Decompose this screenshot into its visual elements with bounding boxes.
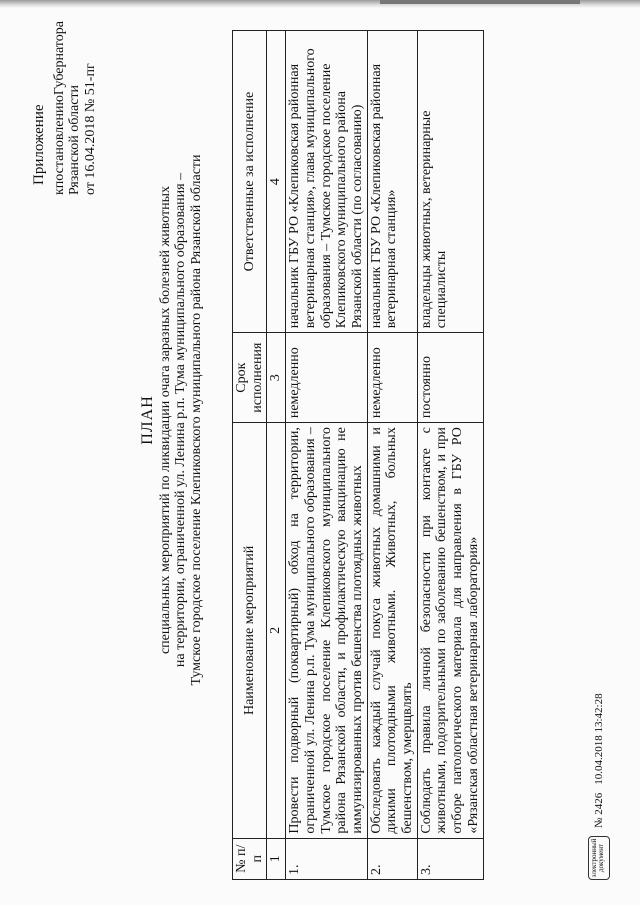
plan-title-line-1: специальных мероприятий по ликвидации очага заразных болезней животных: [157, 185, 173, 655]
document-datetime: 10.04.2018 13:42:28: [593, 693, 605, 785]
annex-block: [31, 21, 98, 195]
row-2-num: 2.: [367, 838, 417, 879]
plan-title: [140, 75, 204, 765]
row-3-term: постоянно: [417, 333, 483, 423]
annex-word-k: к: [51, 188, 67, 195]
row-1-num: 1.: [286, 838, 368, 879]
table-row: [286, 31, 368, 880]
row-2-responsible: начальник ГБУ РО «Клепиковская районная ветеринарная станция»: [367, 31, 417, 333]
col-number-1: 1: [267, 838, 286, 879]
plan-title-main: ПЛАН: [139, 395, 156, 445]
col-number-2: 2: [267, 423, 286, 838]
plan-table: [232, 30, 484, 880]
table-row: [367, 31, 417, 880]
row-1-name: Провести подворный (поквартирный) обход на территории, ограниченной ул. Ленина р.п. Тума муниципального образования – Тумское городское поселение Клепиковского муниципального района Рязанской области, и профилактическую вакцинацию не иммунизированных против бешенства плотоядных животных: [286, 423, 368, 838]
annex-line-2: Рязанской области: [67, 84, 82, 195]
row-2-term: немедленно: [367, 333, 417, 423]
header-responsible: Ответственные за исполнение: [233, 31, 267, 333]
row-3-responsible: владельцы животных, ветеринарные специалисты: [417, 31, 483, 333]
annex-heading: Приложение: [31, 104, 47, 185]
row-1-term: немедленно: [286, 333, 368, 423]
plan-title-line-2: на территории, ограниченной ул. Ленина р.п. Тума муниципального образования –: [173, 172, 188, 668]
header-num: № п/п: [233, 838, 267, 879]
row-3-num: 3.: [417, 838, 483, 879]
col-number-3: 3: [267, 333, 286, 423]
col-number-4: 4: [267, 31, 286, 333]
annex-word-governor: Губернатора: [51, 21, 67, 96]
annex-word-decree: постановлению: [51, 95, 67, 189]
table-column-numbers-row: [267, 31, 286, 880]
electronic-document-stamp: электронный документ: [588, 836, 610, 880]
row-2-name: Обследовать каждый случай покуса животных домашними и дикими плотоядными животными. Животных, больных бешенством, умерщвлять: [367, 423, 417, 838]
header-name: Наименование мероприятий: [233, 423, 267, 838]
annex-line-3: от 16.04.2018 № 51-пг: [82, 63, 98, 195]
document-number: № 2426: [593, 792, 605, 828]
document-footer: [588, 693, 610, 880]
header-term: Срок исполнения: [233, 333, 267, 423]
annex-line-1: [51, 21, 68, 195]
row-3-name: Соблюдать правила личной безопасности при контакте с животными, подозрительными по заболеванию бешенством, и при отборе патологического материала для направления в ГБУ РО «Рязанская областная ветеринарная лаборатория»: [417, 423, 483, 838]
table-row: [417, 31, 483, 880]
table-header-row: [233, 31, 267, 880]
row-1-responsible: начальник ГБУ РО «Клепиковская районная ветеринарная станция», глава муниципального образования – Тумское городское поселение Клепиковского муниципального района Рязанской области (по согласованию): [286, 31, 368, 333]
plan-title-line-3: Тумское городское поселение Клепиковского муниципального района Рязанской области: [188, 154, 204, 686]
